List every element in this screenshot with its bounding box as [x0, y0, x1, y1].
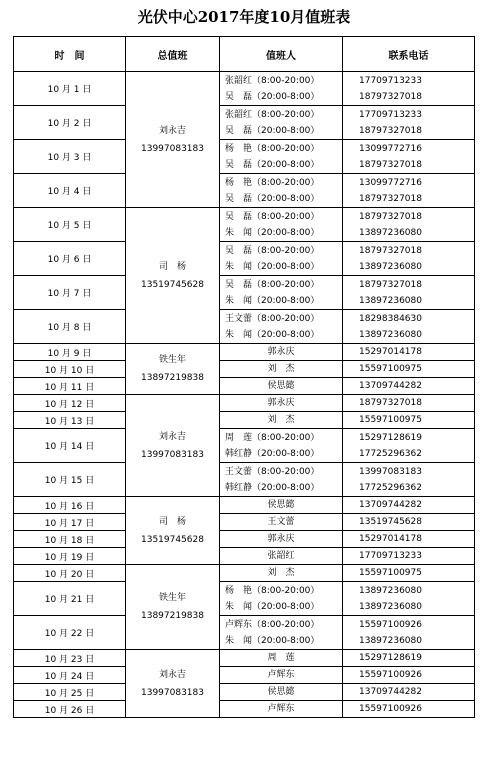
phone-number: 18797327018: [359, 211, 422, 222]
phone-number: 15297014178: [359, 534, 422, 544]
duty-person: 吴 磊（8:00-20:00）: [225, 245, 320, 256]
table-row: [14, 344, 475, 361]
phone-number: 13897236080: [359, 585, 422, 596]
table-row: [14, 684, 475, 701]
lead-phone: 13897219838: [141, 373, 204, 383]
lead-name: 司 杨: [158, 516, 186, 527]
date-cell: 10 月 1 日: [14, 72, 126, 106]
table-row: [14, 361, 475, 378]
date-cell: 10 月 3 日: [14, 140, 126, 174]
phone-number: 15297014178: [359, 347, 422, 357]
date-cell: 10 月 5 日: [14, 208, 126, 242]
lead-phone: 13997083183: [141, 449, 204, 460]
lead-cell: [126, 565, 220, 650]
duty-person: 朱 闻（20:00-8:00）: [225, 295, 320, 306]
table-row: [14, 310, 475, 344]
phone-cell: [343, 463, 475, 497]
table-row: [14, 531, 475, 548]
duty-person: 王文蕾（8:00-20:00）: [225, 313, 320, 324]
date-cell: 10 月 26 日: [14, 701, 126, 718]
phone-number: 15597100975: [359, 568, 422, 578]
phone-number: 18797327018: [359, 193, 422, 204]
lead-name: 司 杨: [158, 261, 186, 272]
duty-person: 卢辉东（8:00-20:00）: [225, 619, 320, 630]
phone-cell: [343, 361, 475, 378]
phone-cell: [343, 667, 475, 684]
duty-cell: [220, 378, 343, 395]
phone-number: 15597100926: [359, 704, 422, 714]
phone-number: 18797327018: [359, 398, 422, 408]
duty-person: 周 莲（8:00-20:00）: [225, 432, 320, 443]
phone-number: 13897236080: [359, 635, 422, 646]
phone-number: 13709744282: [359, 381, 422, 391]
date-cell: 10 月 18 日: [14, 531, 126, 548]
duty-cell: [220, 463, 343, 497]
duty-cell: [220, 344, 343, 361]
table-row: [14, 701, 475, 718]
lead-name: 刘永吉: [158, 431, 186, 442]
duty-person: 朱 闻（20:00-8:00）: [225, 227, 320, 238]
lead-name: 铁生年: [158, 593, 186, 603]
date-cell: 10 月 8 日: [14, 310, 126, 344]
phone-cell: [343, 106, 475, 140]
phone-cell: [343, 242, 475, 276]
table-row: [14, 174, 475, 208]
phone-number: 18797327018: [359, 279, 422, 290]
duty-cell: [220, 565, 343, 582]
table-row: [14, 208, 475, 242]
duty-table: [13, 36, 475, 718]
duty-cell: [220, 582, 343, 616]
table-row: [14, 497, 475, 514]
phone-cell: [343, 548, 475, 565]
phone-number: 13709744282: [359, 687, 422, 697]
duty-cell: [220, 497, 343, 514]
duty-person: 侯思懿: [267, 500, 295, 510]
table-row: [14, 106, 475, 140]
header-lead: 总值班: [126, 37, 220, 72]
phone-cell: [343, 412, 475, 429]
duty-cell: [220, 310, 343, 344]
date-cell: 10 月 4 日: [14, 174, 126, 208]
phone-cell: [343, 276, 475, 310]
duty-person: 张韶红（8:00-20:00）: [225, 109, 320, 120]
lead-cell: [126, 395, 220, 497]
phone-cell: [343, 140, 475, 174]
duty-cell: [220, 684, 343, 701]
header-phone: 联系电话: [343, 37, 475, 72]
phone-cell: [343, 616, 475, 650]
duty-cell: [220, 174, 343, 208]
duty-person: 吴 磊（8:00-20:00）: [225, 279, 320, 290]
date-cell: 10 月 24 日: [14, 667, 126, 684]
duty-person: 杨 艳（8:00-20:00）: [225, 177, 320, 188]
phone-number: 13897236080: [359, 261, 422, 272]
duty-cell: [220, 701, 343, 718]
duty-person: 朱 闻（20:00-8:00）: [225, 261, 320, 272]
phone-number: 17725296362: [359, 448, 422, 459]
date-cell: 10 月 15 日: [14, 463, 126, 497]
phone-number: 13099772716: [359, 177, 422, 188]
table-row: [14, 276, 475, 310]
table-row: [14, 412, 475, 429]
date-cell: 10 月 22 日: [14, 616, 126, 650]
header-duty: 值班人: [220, 37, 343, 72]
date-cell: 10 月 17 日: [14, 514, 126, 531]
phone-number: 13519745628: [359, 517, 422, 527]
date-cell: 10 月 7 日: [14, 276, 126, 310]
lead-cell: [126, 497, 220, 565]
duty-cell: [220, 276, 343, 310]
duty-person: 侯思懿: [267, 381, 295, 391]
phone-number: 15597100926: [359, 619, 422, 630]
lead-cell: [126, 344, 220, 395]
lead-cell: [126, 208, 220, 344]
lead-phone: 13897219838: [141, 611, 204, 621]
table-row: [14, 582, 475, 616]
date-cell: 10 月 16 日: [14, 497, 126, 514]
phone-number: 13997083183: [359, 466, 422, 477]
duty-person: 朱 闻（20:00-8:00）: [225, 329, 320, 340]
duty-cell: [220, 548, 343, 565]
phone-cell: [343, 378, 475, 395]
duty-person: 韩红静（20:00-8:00）: [225, 448, 320, 459]
duty-person: 王文蕾（8:00-20:00）: [225, 466, 320, 477]
phone-number: 15297128619: [359, 653, 422, 663]
duty-cell: [220, 242, 343, 276]
page-title: 光伏中心2017年度10月值班表: [137, 8, 351, 26]
table-row: [14, 463, 475, 497]
phone-number: 17709713233: [359, 75, 422, 86]
duty-cell: [220, 140, 343, 174]
table-row: [14, 650, 475, 667]
phone-number: 18797327018: [359, 245, 422, 256]
duty-person: 卢辉东: [267, 670, 295, 680]
table-row: [14, 548, 475, 565]
phone-cell: [343, 701, 475, 718]
table-row: [14, 72, 475, 106]
duty-person: 张韶红: [267, 551, 295, 561]
date-cell: 10 月 2 日: [14, 106, 126, 140]
table-row: [14, 514, 475, 531]
duty-person: 刘 杰: [267, 415, 295, 425]
phone-number: 17709713233: [359, 551, 422, 561]
table-row: [14, 429, 475, 463]
table-header-row: [14, 37, 475, 72]
date-cell: 10 月 13 日: [14, 412, 126, 429]
date-cell: 10 月 9 日: [14, 344, 126, 361]
duty-person: 刘 杰: [267, 568, 295, 578]
phone-cell: [343, 684, 475, 701]
phone-number: 13099772716: [359, 143, 422, 154]
duty-person: 刘 杰: [267, 364, 295, 374]
phone-number: 13897236080: [359, 227, 422, 238]
duty-person: 张韶红（8:00-20:00）: [225, 75, 320, 86]
duty-person: 郭永庆: [267, 398, 295, 408]
duty-cell: [220, 208, 343, 242]
duty-cell: [220, 72, 343, 106]
duty-person: 吴 磊（8:00-20:00）: [225, 211, 320, 222]
phone-number: 18797327018: [359, 159, 422, 170]
phone-cell: [343, 174, 475, 208]
lead-phone: 13519745628: [141, 279, 204, 290]
duty-cell: [220, 616, 343, 650]
date-cell: 10 月 6 日: [14, 242, 126, 276]
duty-cell: [220, 531, 343, 548]
duty-cell: [220, 361, 343, 378]
phone-number: 17725296362: [359, 482, 422, 493]
duty-cell: [220, 650, 343, 667]
duty-person: 杨 艳（8:00-20:00）: [225, 143, 320, 154]
table-row: [14, 242, 475, 276]
duty-person: 韩红静（20:00-8:00）: [225, 482, 320, 493]
phone-number: 15597100926: [359, 670, 422, 680]
table-body: [14, 72, 475, 718]
date-cell: 10 月 19 日: [14, 548, 126, 565]
phone-number: 13897236080: [359, 329, 422, 340]
duty-cell: [220, 395, 343, 412]
table-row: [14, 616, 475, 650]
lead-name: 刘永吉: [158, 125, 186, 136]
lead-phone: 13519745628: [141, 534, 204, 545]
phone-cell: [343, 72, 475, 106]
lead-name: 刘永吉: [158, 669, 186, 680]
duty-person: 朱 闻（20:00-8:00）: [225, 635, 320, 646]
phone-cell: [343, 344, 475, 361]
phone-cell: [343, 514, 475, 531]
date-cell: 10 月 12 日: [14, 395, 126, 412]
table-row: [14, 395, 475, 412]
duty-cell: [220, 429, 343, 463]
phone-number: 15597100975: [359, 364, 422, 374]
phone-number: 13897236080: [359, 295, 422, 306]
duty-person: 吴 磊（20:00-8:00）: [225, 91, 320, 102]
lead-cell: [126, 650, 220, 718]
duty-cell: [220, 412, 343, 429]
phone-cell: [343, 582, 475, 616]
header-time: 时 间: [14, 37, 126, 72]
lead-name: 铁生年: [158, 355, 186, 365]
table-row: [14, 565, 475, 582]
duty-person: 周 莲: [267, 653, 295, 663]
date-cell: 10 月 14 日: [14, 429, 126, 463]
phone-number: 15297128619: [359, 432, 422, 443]
table-row: [14, 378, 475, 395]
phone-cell: [343, 208, 475, 242]
table-row: [14, 667, 475, 684]
phone-cell: [343, 395, 475, 412]
duty-person: 卢辉东: [267, 704, 295, 714]
phone-number: 18797327018: [359, 125, 422, 136]
duty-cell: [220, 514, 343, 531]
date-cell: 10 月 21 日: [14, 582, 126, 616]
date-cell: 10 月 20 日: [14, 565, 126, 582]
duty-person: 吴 磊（20:00-8:00）: [225, 125, 320, 136]
lead-cell: [126, 72, 220, 208]
phone-number: 18298384630: [359, 313, 422, 324]
phone-number: 17709713233: [359, 109, 422, 120]
duty-person: 郭永庆: [267, 347, 295, 357]
duty-person: 王文蕾: [267, 517, 295, 527]
duty-person: 郭永庆: [267, 534, 295, 544]
duty-person: 吴 磊（20:00-8:00）: [225, 193, 320, 204]
phone-cell: [343, 531, 475, 548]
phone-number: 18797327018: [359, 91, 422, 102]
phone-number: 15597100975: [359, 415, 422, 425]
table-row: [14, 140, 475, 174]
lead-phone: 13997083183: [141, 687, 204, 698]
phone-number: 13709744282: [359, 500, 422, 510]
duty-person: 侯思懿: [267, 687, 295, 697]
phone-cell: [343, 650, 475, 667]
duty-person: 吴 磊（20:00-8:00）: [225, 159, 320, 170]
date-cell: 10 月 25 日: [14, 684, 126, 701]
date-cell: 10 月 23 日: [14, 650, 126, 667]
duty-person: 杨 艳（8:00-20:00）: [225, 585, 320, 596]
duty-person: 朱 闻（20:00-8:00）: [225, 601, 320, 612]
lead-phone: 13997083183: [141, 143, 204, 154]
date-cell: 10 月 11 日: [14, 378, 126, 395]
phone-number: 13897236080: [359, 601, 422, 612]
phone-cell: [343, 565, 475, 582]
duty-cell: [220, 667, 343, 684]
duty-cell: [220, 106, 343, 140]
phone-cell: [343, 497, 475, 514]
phone-cell: [343, 429, 475, 463]
date-cell: 10 月 10 日: [14, 361, 126, 378]
phone-cell: [343, 310, 475, 344]
